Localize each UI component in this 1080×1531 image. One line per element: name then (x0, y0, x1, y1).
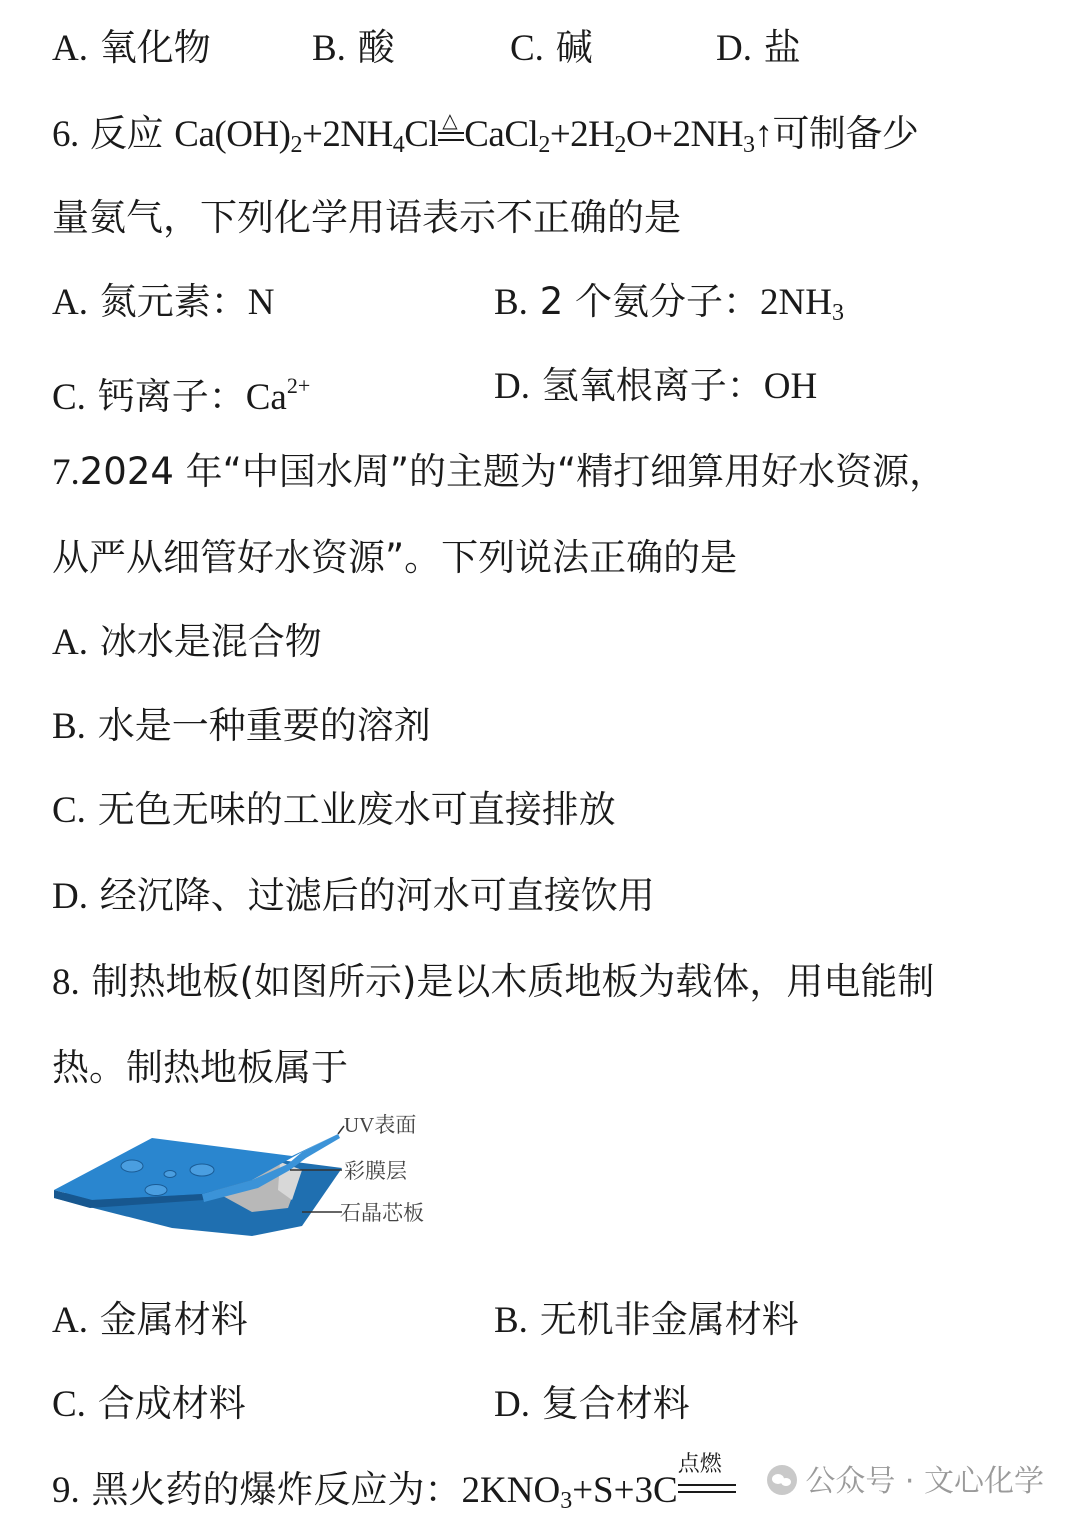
q5-option-b: B. 酸 (312, 26, 395, 69)
q8-option-b: B. 无机非金属材料 (494, 1298, 799, 1341)
q5-option-a: A. 氧化物 (52, 26, 211, 69)
q8-option-a: A. 金属材料 (52, 1298, 248, 1341)
q6-option-c: C. 钙离子：$Ca^{2+}$ (52, 373, 311, 418)
floor-layers-figure (52, 1108, 452, 1258)
q7-stem-line1: 7.2024 年“中国水周”的主题为“精打细算用好水资源， (52, 450, 947, 493)
question-number: 7. (52, 452, 80, 493)
q8-stem-line1: 8. 制热地板(如图所示)是以木质地板为载体，用电能制 (52, 960, 935, 1003)
q9-stem: 9. 黑火药的爆炸反应为：$2KNO_3+S+3C$ 点燃 (52, 1460, 736, 1520)
q8-option-c: C. 合成材料 (52, 1382, 246, 1425)
heating-condition: △ (438, 110, 464, 150)
q6-option-a: A. 氮元素：N (52, 280, 275, 323)
question-number: 9. (52, 1470, 80, 1511)
watermark: 公众号 · 文心化学 (767, 1458, 1044, 1506)
ignition-condition: 点燃 (678, 1466, 736, 1506)
wechat-icon (767, 1465, 797, 1495)
q5-option-c: C. 碱 (510, 26, 593, 69)
q7-option-c: C. 无色无味的工业废水可直接排放 (52, 788, 616, 831)
chemical-equation: $Ca(OH)_2+2NH_4Cl$ △ $CaCl_2+2H_2O+2NH_3↑$ (174, 108, 773, 158)
question-number: 6. (52, 114, 79, 155)
q7-option-a: A. 冰水是混合物 (52, 620, 322, 663)
question-number: 8. (52, 962, 80, 1003)
label-core-board: 石晶芯板 (340, 1201, 424, 1225)
q8-option-d: D. 复合材料 (494, 1382, 690, 1425)
q8-stem-line2: 热。制热地板属于 (52, 1046, 348, 1089)
label-color-film: 彩膜层 (344, 1159, 407, 1183)
q6-option-b: B. 2 个氨分子：$2NH_3$ (494, 280, 844, 326)
q6-stem-line1: 6. 反应 $Ca(OH)_2+2NH_4Cl$ △ $CaCl_2+2H_2O+2NH_3↑$可制备少 (52, 108, 919, 158)
q6-option-d: D. 氢氧根离子：OH (494, 364, 818, 407)
chemical-equation: $2KNO_3+S+3C$ (461, 1470, 678, 1514)
q7-option-b: B. 水是一种重要的溶剂 (52, 704, 431, 747)
q7-stem-line2: 从严从细管好水资源”。下列说法正确的是 (52, 536, 738, 579)
q7-option-d: D. 经沉降、过滤后的河水可直接饮用 (52, 874, 655, 917)
q5-option-d: D. 盐 (716, 26, 801, 69)
q6-stem-line2: 量氨气，下列化学用语表示不正确的是 (52, 196, 681, 239)
label-uv-surface: UV表面 (344, 1113, 417, 1137)
